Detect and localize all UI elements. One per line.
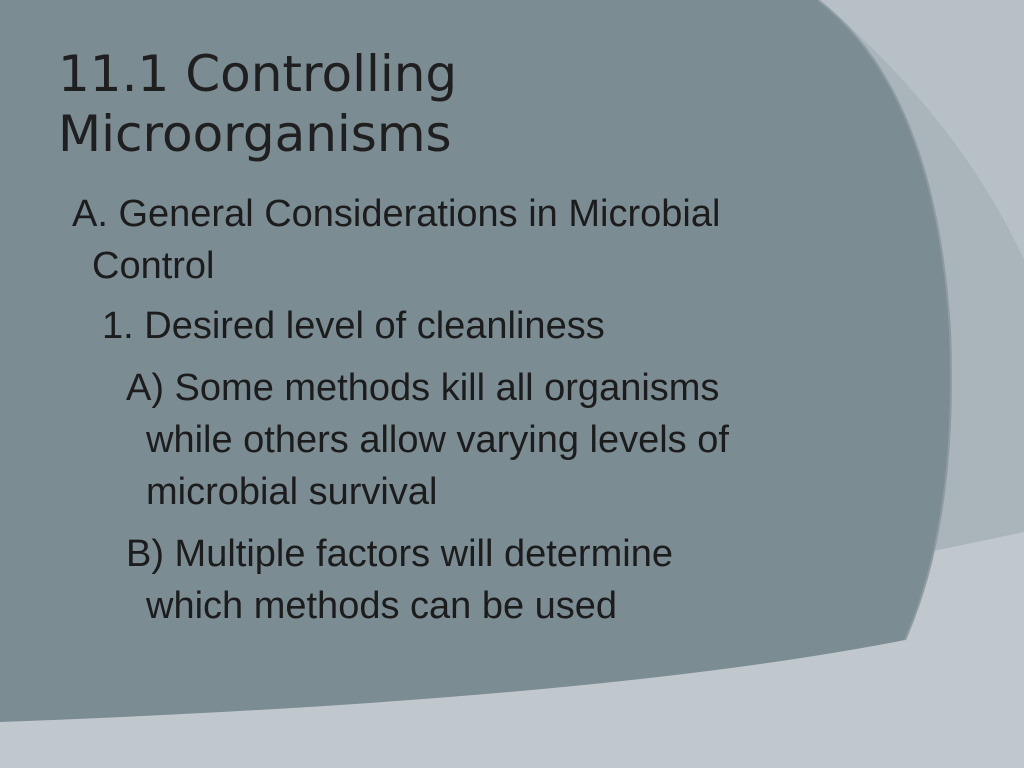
outline-point-a-line3: microbial survival — [146, 471, 438, 513]
outline-point-b-line2: which methods can be used — [146, 585, 618, 627]
outline-point-a-line1: A) Some methods kill all organisms — [126, 367, 720, 409]
slide-title: 11.1 Controlling Microorganisms — [58, 45, 458, 163]
outline-level-1: 1. Desired level of cleanliness — [102, 305, 605, 347]
outline-point-b-line1: B) Multiple factors will determine — [126, 533, 673, 575]
outline-level-a-line1: A. General Considerations in Microbial — [72, 193, 721, 235]
outline-point-a-line2: while others allow varying levels of — [146, 419, 729, 461]
outline-level-a-line2: Control — [92, 245, 215, 287]
